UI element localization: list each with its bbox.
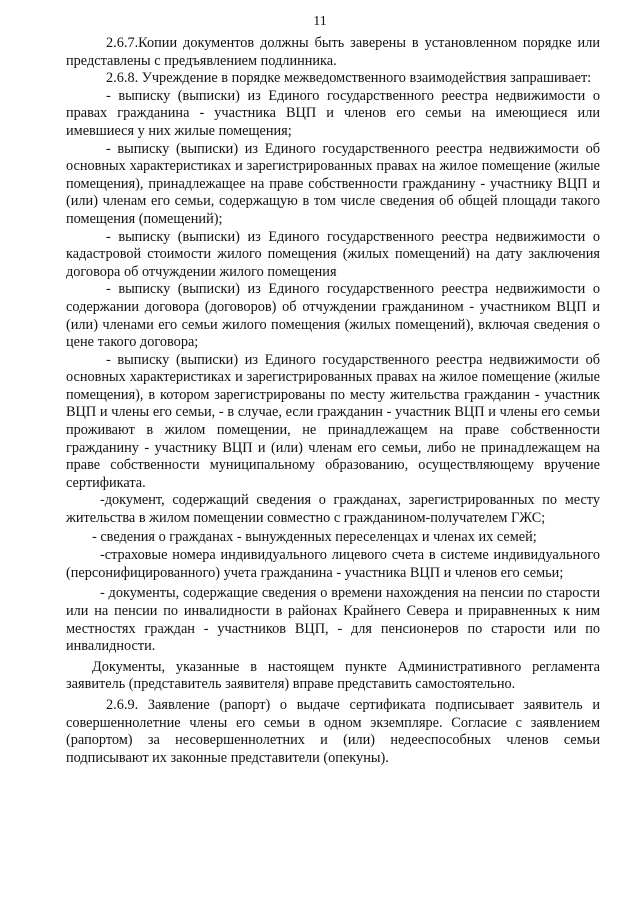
list-item-forced-migrants: - сведения о гражданах - вынужденных переселенцах и членах их семей; — [92, 528, 537, 545]
paragraph-own-submission: Документы, указанные в настоящем пункте Административного регламента заявитель (представитель заявителя) вправе представить самостоятельно. — [66, 658, 600, 693]
list-item-egrn-rights: - выписку (выписки) из Единого государственного реестра недвижимости о правах гражданина - участника ВЦП и членов его семьи на имеющиеся или имевшиеся у них жилые помещения; — [66, 87, 600, 139]
page-number: 11 — [313, 14, 327, 29]
paragraph-2-6-8: 2.6.8. Учреждение в порядке межведомственного взаимодействия запрашивает: — [106, 70, 592, 87]
paragraph-2-6-9: 2.6.9. Заявление (рапорт) о выдаче сертификата подписывает заявитель и совершеннолетние члены его семьи в одном экземпляре. Согласие с заявлением (рапортом) за несовершеннолетних и (или) недееспособных членов семьи подписывают их законные представители (опекуны). — [66, 696, 600, 766]
list-item-egrn-cadastral-value: - выписку (выписки) из Единого государственного реестра недвижимости о кадастровой стоимости жилого помещения (жилых помещений) на дату заключения договора об отчуждении жилого помещения — [66, 228, 600, 280]
list-item-registered-citizens: -документ, содержащий сведения о гражданах, зарегистрированных по месту жительства в жилом помещении совместно с гражданином-получателем ГЖС; — [66, 492, 600, 527]
list-item-insurance-numbers: -страховые номера индивидуального лицевого счета в системе индивидуального (персонифицированного) учета гражданина - участника ВЦП и членов его семьи; — [66, 547, 600, 581]
list-item-egrn-characteristics: - выписку (выписки) из Единого государственного реестра недвижимости об основных характеристиках и зарегистрированных правах на жилое помещение (жилые помещения), принадлежащее на праве собственности гражданину - участнику ВЦП и (или) членам его семьи, содержащую в том числе сведения об общей площади такого помещения (помещений); — [66, 140, 600, 227]
list-item-egrn-contract: - выписку (выписки) из Единого государственного реестра недвижимости о содержании договора (договоров) об отчуждении гражданином - участником ВЦП и (или) членами его семьи жилого помещения (жилых помещений), включая сведения о цене такого договора; — [66, 281, 600, 351]
document-body — [66, 35, 600, 767]
paragraph-2-6-7: 2.6.7.Копии документов должны быть заверены в установленном порядке или представлены с предъявлением подлинника. — [66, 35, 600, 69]
list-item-egrn-registration: - выписку (выписки) из Единого государственного реестра недвижимости об основных характеристиках и зарегистрированных правах на жилое помещение (жилые помещения), в котором зарегистрированы по месту жительства гражданин - участник ВЦП и члены его семьи, - в случае, если гражданин - участник ВЦП и члены его семьи проживают в жилом помещении, не принадлежащем на праве собственности гражданину - участнику ВЦП и (или) членам его семьи, либо не принадлежащем на праве собственности муниципальному образованию, осуществляющему вручение сертификата. — [66, 351, 600, 491]
list-item-pension-documents: - документы, содержащие сведения о времени нахождения на пенсии по старости или на пенсии по инвалидности в районах Крайнего Севера и приравненных к ним местностях граждан - участников ВЦП, - для пенсионеров по старости или по инвалидности. — [66, 585, 600, 655]
